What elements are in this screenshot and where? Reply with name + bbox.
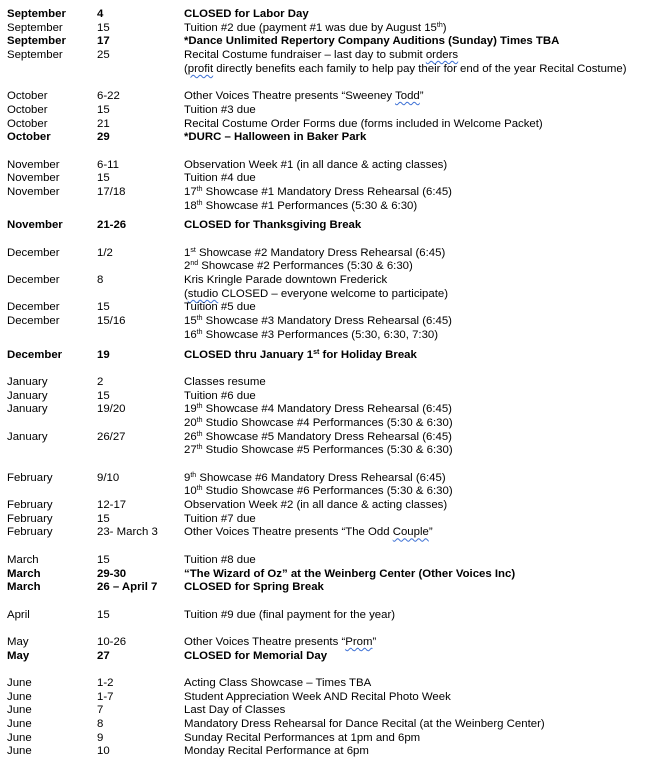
- event-date: 15: [97, 21, 110, 34]
- description-text: Monday Recital Performance at 6pm: [184, 745, 369, 758]
- schedule-row: [7, 186, 657, 200]
- description-text: ): [442, 21, 447, 34]
- description-text: Tuition #6 due: [184, 389, 256, 402]
- description-text: Tuition #8 due: [184, 553, 256, 566]
- description-text: 15: [184, 315, 197, 328]
- description-text: Sunday Recital Performances at 1pm and 6pm: [184, 731, 421, 744]
- schedule-row: [7, 431, 657, 445]
- schedule-row: [7, 104, 657, 118]
- event-month: February: [7, 526, 53, 539]
- event-description: [184, 403, 452, 417]
- ordinal-suffix: st: [313, 348, 320, 356]
- schedule-row: [7, 499, 657, 513]
- description-text: directly benefits each family to help pay their for end of the year Recital Costume): [213, 62, 627, 75]
- description-text: Showcase #6 Mandatory Dress Rehearsal (6:45): [196, 471, 446, 484]
- event-month: September: [7, 35, 66, 48]
- ordinal-suffix: th: [196, 403, 203, 411]
- schedule-row: [7, 390, 657, 404]
- description-text: Showcase #2 Performances (5:30 & 6:30): [198, 260, 413, 273]
- event-description: [184, 417, 453, 431]
- schedule-row: [7, 568, 657, 582]
- description-text: Recital Costume fundraiser – last day to submit: [184, 49, 426, 62]
- event-description: [184, 444, 453, 458]
- description-text: CLOSED – everyone welcome to participate): [218, 287, 449, 300]
- event-month: December: [7, 246, 60, 259]
- description-text: 9: [184, 471, 191, 484]
- description-text: CLOSED for Memorial Day: [184, 649, 328, 662]
- event-date: 15: [97, 172, 110, 185]
- description-text: Studio Showcase #6 Performances (5:30 & 6:30): [202, 485, 453, 498]
- description-text: Recital Costume Order Forms due (forms included in Welcome Packet): [184, 117, 543, 130]
- event-description: [184, 90, 424, 104]
- event-description: [184, 609, 395, 623]
- schedule-row: [7, 417, 657, 431]
- event-month: February: [7, 471, 53, 484]
- event-description: [184, 513, 256, 527]
- event-description: [184, 376, 266, 390]
- schedule-row: [7, 403, 657, 417]
- schedule-row: [7, 49, 657, 63]
- event-description: [184, 691, 451, 705]
- event-description: [184, 485, 453, 499]
- ordinal-suffix: nd: [190, 260, 199, 268]
- event-date: 15: [97, 103, 110, 116]
- event-description: [184, 329, 438, 343]
- schedule-row: [7, 22, 657, 36]
- event-description: [184, 499, 447, 513]
- description-text: Studio Showcase #5 Performances (5:30 & 6:30): [202, 444, 453, 457]
- schedule-row: [7, 704, 657, 718]
- schedule-row: [7, 732, 657, 746]
- description-text: 26: [184, 430, 197, 443]
- schedule-row: [7, 260, 657, 274]
- event-description: [184, 315, 452, 329]
- schedule-row: [7, 301, 657, 315]
- event-date: 1-7: [97, 690, 114, 703]
- event-description: [184, 301, 256, 315]
- description-text: Student Appreciation Week AND Recital Photo Week: [184, 690, 451, 703]
- schedule-list: [7, 8, 657, 759]
- description-text: CLOSED for Labor Day: [184, 8, 309, 20]
- event-description: [184, 274, 387, 288]
- schedule-row: [7, 376, 657, 390]
- description-text: “The Wizard of Oz” at the Weinberg Center (Other Voices Inc): [184, 567, 516, 580]
- description-text: (: [184, 62, 188, 75]
- description-text: Tuition #7 due: [184, 512, 256, 525]
- spellcheck-flagged-word: Todd: [395, 90, 420, 103]
- event-month: February: [7, 512, 53, 525]
- schedule-row: [7, 63, 657, 77]
- description-text: Acting Class Showcase – Times TBA: [184, 677, 372, 689]
- description-text: Showcase #5 Mandatory Dress Rehearsal (6:45): [202, 430, 452, 443]
- description-text: CLOSED thru January 1: [184, 348, 314, 361]
- event-month: December: [7, 301, 60, 314]
- schedule-row: [7, 650, 657, 664]
- schedule-row: [7, 247, 657, 261]
- schedule-row: [7, 609, 657, 623]
- event-description: [184, 704, 285, 718]
- description-text: Mandatory Dress Rehearsal for Dance Recital (at the Weinberg Center): [184, 718, 545, 731]
- event-date: 2: [97, 375, 104, 388]
- event-description: [184, 118, 543, 132]
- description-text: Showcase #1 Performances (5:30 & 6:30): [202, 199, 418, 212]
- event-month: June: [7, 690, 32, 703]
- schedule-row: [7, 219, 657, 233]
- event-description: [184, 247, 445, 261]
- event-date: 8: [97, 274, 104, 287]
- event-month: December: [7, 274, 60, 287]
- description-text: 17: [184, 185, 197, 198]
- spellcheck-flagged-word: Prom: [345, 635, 373, 648]
- description-text: *DURC – Halloween in Baker Park: [184, 131, 367, 144]
- event-date: 10: [97, 745, 110, 758]
- schedule-row: [7, 554, 657, 568]
- schedule-row: [7, 288, 657, 302]
- description-text: Other Voices Theatre presents “: [184, 635, 346, 648]
- description-text: Showcase #3 Performances (5:30, 6:30, 7:30): [202, 328, 439, 341]
- event-date: 17/18: [97, 185, 126, 198]
- description-text: Showcase #4 Mandatory Dress Rehearsal (6:45): [202, 403, 452, 416]
- event-month: December: [7, 315, 60, 328]
- description-text: Showcase #1 Mandatory Dress Rehearsal (6:45): [202, 185, 452, 198]
- schedule-row: [7, 444, 657, 458]
- event-description: [184, 63, 627, 77]
- event-date: 26/27: [97, 430, 126, 443]
- description-text: 19: [184, 403, 197, 416]
- description-text: ”: [428, 526, 433, 539]
- event-description: [184, 8, 309, 22]
- event-date: 26 – April 7: [97, 581, 158, 594]
- event-month: October: [7, 103, 48, 116]
- event-date: 9/10: [97, 471, 120, 484]
- description-text: Tuition #4 due: [184, 172, 256, 185]
- schedule-row: [7, 745, 657, 759]
- schedule-row: [7, 118, 657, 132]
- schedule-row: [7, 90, 657, 104]
- event-date: 4: [97, 8, 104, 20]
- event-date: 9: [97, 731, 104, 744]
- description-text: Other Voices Theatre presents “Sweeney: [184, 90, 396, 103]
- event-date: 15: [97, 553, 110, 566]
- event-date: 15: [97, 512, 110, 525]
- ordinal-suffix: st: [190, 246, 196, 254]
- schedule-row: [7, 718, 657, 732]
- event-month: June: [7, 704, 32, 717]
- schedule-row: [7, 131, 657, 145]
- event-date: 29-30: [97, 567, 127, 580]
- event-month: June: [7, 731, 32, 744]
- event-date: 6-22: [97, 90, 120, 103]
- spellcheck-flagged-word: orders: [425, 49, 459, 62]
- event-description: [184, 554, 256, 568]
- event-date: 15/16: [97, 315, 126, 328]
- schedule-row: [7, 677, 657, 691]
- schedule-row: [7, 526, 657, 540]
- ordinal-suffix: th: [436, 21, 443, 29]
- description-text: Observation Week #1 (in all dance & acting classes): [184, 158, 448, 171]
- event-month: May: [7, 649, 30, 662]
- event-date: 15: [97, 389, 110, 402]
- description-text: Observation Week #2 (in all dance & acting classes): [184, 499, 448, 512]
- event-month: June: [7, 745, 32, 758]
- event-date: 27: [97, 649, 110, 662]
- ordinal-suffix: th: [190, 471, 197, 479]
- description-text: Kris Kringle Parade downtown Frederick: [184, 274, 388, 287]
- event-description: [184, 131, 366, 145]
- event-month: January: [7, 430, 48, 443]
- ordinal-suffix: th: [196, 430, 203, 438]
- description-text: Classes resume: [184, 375, 266, 388]
- description-text: Last Day of Classes: [184, 704, 286, 717]
- event-description: [184, 732, 420, 746]
- event-description: [184, 390, 256, 404]
- event-date: 1/2: [97, 246, 113, 259]
- description-text: Other Voices Theatre presents “The Odd: [184, 526, 393, 539]
- event-description: [184, 636, 376, 650]
- event-month: November: [7, 219, 63, 232]
- event-description: [184, 472, 446, 486]
- event-description: [184, 581, 324, 595]
- schedule-row: [7, 349, 657, 363]
- event-description: [184, 568, 515, 582]
- event-description: [184, 650, 327, 664]
- event-description: [184, 349, 417, 363]
- description-text: 27: [184, 444, 197, 457]
- schedule-row: [7, 172, 657, 186]
- event-month: February: [7, 499, 53, 512]
- event-month: November: [7, 172, 60, 185]
- description-text: Tuition #3 due: [184, 103, 256, 116]
- event-description: [184, 49, 458, 63]
- event-description: [184, 260, 413, 274]
- description-text: 1: [184, 246, 191, 259]
- schedule-row: [7, 513, 657, 527]
- schedule-row: [7, 274, 657, 288]
- description-text: (: [184, 287, 188, 300]
- schedule-row: [7, 636, 657, 650]
- ordinal-suffix: th: [196, 328, 203, 336]
- event-description: [184, 186, 452, 200]
- event-date: 15: [97, 608, 110, 621]
- ordinal-suffix: th: [196, 315, 203, 323]
- event-month: March: [7, 581, 41, 594]
- event-month: September: [7, 49, 63, 62]
- event-month: January: [7, 403, 48, 416]
- event-date: 23- March 3: [97, 526, 158, 539]
- description-text: 2: [184, 260, 191, 273]
- ordinal-suffix: th: [196, 185, 203, 193]
- event-date: 25: [97, 49, 110, 62]
- description-text: Showcase #3 Mandatory Dress Rehearsal (6:45): [202, 315, 452, 328]
- event-month: December: [7, 348, 63, 361]
- spellcheck-flagged-word: Couple: [392, 526, 429, 539]
- event-description: [184, 35, 559, 49]
- description-text: 10: [184, 485, 197, 498]
- schedule-row: [7, 8, 657, 22]
- event-date: 1-2: [97, 677, 114, 689]
- event-date: 21-26: [97, 219, 127, 232]
- description-text: 18: [184, 199, 197, 212]
- schedule-row: [7, 35, 657, 49]
- event-month: October: [7, 90, 48, 103]
- schedule-row: [7, 315, 657, 329]
- description-text: CLOSED for Spring Break: [184, 581, 324, 594]
- event-month: November: [7, 185, 60, 198]
- event-month: October: [7, 131, 51, 144]
- event-description: [184, 219, 361, 233]
- event-date: 29: [97, 131, 110, 144]
- description-text: 16: [184, 328, 197, 341]
- event-month: September: [7, 21, 63, 34]
- event-date: 21: [97, 117, 110, 130]
- event-date: 15: [97, 301, 110, 314]
- description-text: for Holiday Break: [319, 348, 417, 361]
- event-date: 8: [97, 718, 104, 731]
- event-description: [184, 526, 433, 540]
- schedule-row: [7, 329, 657, 343]
- ordinal-suffix: th: [196, 485, 203, 493]
- event-month: October: [7, 117, 48, 130]
- event-date: 19: [97, 348, 110, 361]
- event-month: January: [7, 389, 48, 402]
- event-description: [184, 431, 452, 445]
- event-description: [184, 718, 545, 732]
- description-text: ”: [419, 90, 424, 103]
- spellcheck-flagged-word: studio: [187, 287, 219, 300]
- event-date: 19/20: [97, 403, 126, 416]
- description-text: Tuition #5 due: [184, 301, 256, 314]
- description-text: *Dance Unlimited Repertory Company Auditions (Sunday) Times TBA: [184, 35, 560, 48]
- description-text: 20: [184, 416, 197, 429]
- event-description: [184, 22, 447, 36]
- description-text: ”: [372, 635, 377, 648]
- event-description: [184, 172, 256, 186]
- event-date: 17: [97, 35, 110, 48]
- event-month: June: [7, 718, 32, 731]
- event-date: 12-17: [97, 499, 127, 512]
- ordinal-suffix: th: [196, 199, 203, 207]
- event-date: 10-26: [97, 635, 127, 648]
- event-description: [184, 745, 369, 759]
- event-month: May: [7, 635, 29, 648]
- event-month: January: [7, 375, 48, 388]
- event-description: [184, 677, 371, 691]
- event-date: 7: [97, 704, 104, 717]
- event-month: March: [7, 567, 41, 580]
- event-month: June: [7, 677, 32, 689]
- description-text: CLOSED for Thanksgiving Break: [184, 219, 362, 232]
- ordinal-suffix: th: [196, 416, 203, 424]
- spellcheck-flagged-word: profit: [187, 62, 214, 75]
- description-text: Tuition #2 due (payment #1 was due by August 15: [184, 21, 437, 34]
- ordinal-suffix: th: [196, 444, 203, 452]
- schedule-row: [7, 159, 657, 173]
- schedule-row: [7, 200, 657, 214]
- description-text: Tuition #9 due (final payment for the year): [184, 608, 396, 621]
- description-text: Studio Showcase #4 Performances (5:30 & 6:30): [202, 416, 453, 429]
- schedule-row: [7, 485, 657, 499]
- event-description: [184, 104, 256, 118]
- event-description: [184, 200, 417, 214]
- event-month: November: [7, 158, 60, 171]
- event-month: March: [7, 553, 39, 566]
- schedule-row: [7, 581, 657, 595]
- schedule-row: [7, 472, 657, 486]
- event-month: September: [7, 8, 66, 20]
- schedule-row: [7, 691, 657, 705]
- event-description: [184, 159, 447, 173]
- description-text: Showcase #2 Mandatory Dress Rehearsal (6:45): [195, 246, 446, 259]
- event-date: 6-11: [97, 158, 119, 171]
- event-month: April: [7, 608, 30, 621]
- event-description: [184, 288, 448, 302]
